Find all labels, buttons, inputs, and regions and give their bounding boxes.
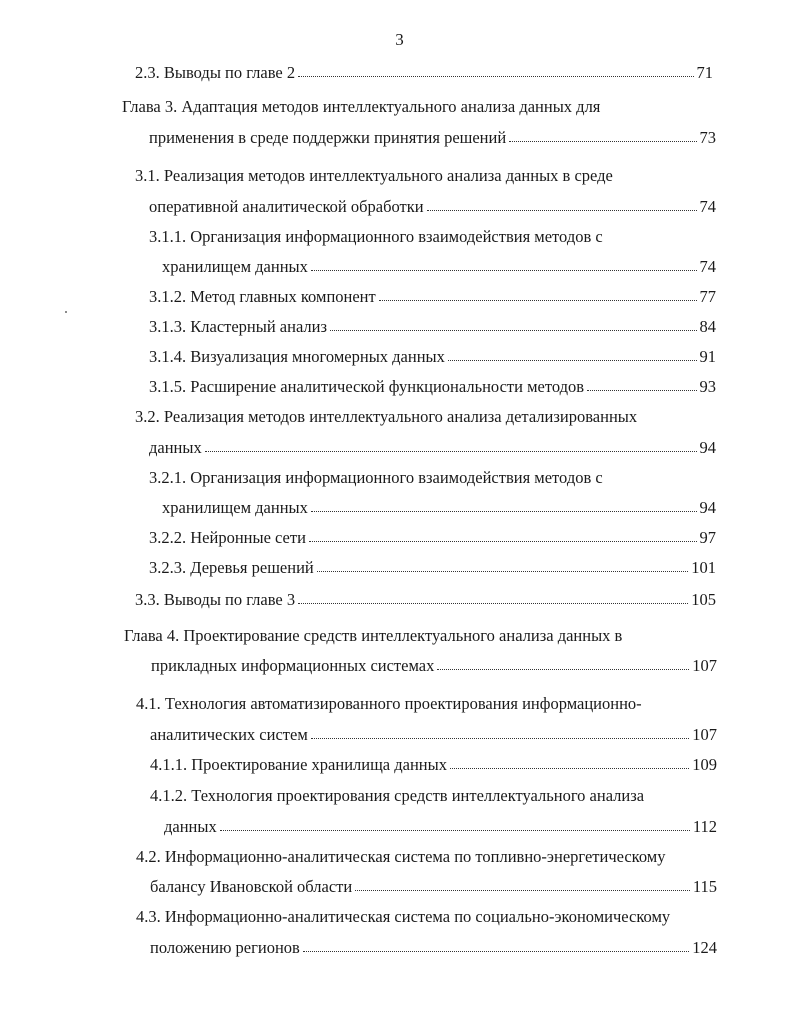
dot-leader xyxy=(309,527,697,542)
dot-leader xyxy=(205,437,697,452)
dot-leader xyxy=(509,127,696,142)
scan-speck xyxy=(65,311,67,313)
toc-entry-title: 4.2. Информационно-аналитическая система по топливно-энергетическому xyxy=(136,847,666,866)
toc-entry-3-2-3 xyxy=(149,558,716,578)
toc-entry-page: 93 xyxy=(699,377,716,396)
toc-entry-title: 3.1. Реализация методов интеллектуального анализа данных в среде xyxy=(135,166,613,185)
toc-entry-4-1-1 xyxy=(150,755,717,775)
toc-entry-title: хранилищем данных xyxy=(162,257,308,276)
toc-entry-title: данных xyxy=(164,817,217,836)
toc-entry-title: 3.2.3. Деревья решений xyxy=(149,558,314,577)
toc-entry-title: 4.1.2. Технология проектирования средств интеллектуального анализа xyxy=(150,786,645,805)
toc-entry-3-2-1-line-1 xyxy=(149,468,603,488)
toc-entry-4-2-line-1 xyxy=(136,847,665,867)
toc-entry-page: 77 xyxy=(699,287,716,306)
dot-leader xyxy=(220,816,690,831)
dot-leader xyxy=(330,316,697,331)
toc-entry-4-1-2-line-1 xyxy=(150,786,644,806)
toc-entry-title: 2.3. Выводы по главе 2 xyxy=(135,63,296,82)
toc-entry-title: оперативной аналитической обработки xyxy=(149,197,424,216)
page-number: 3 xyxy=(395,30,404,49)
toc-entry-title: прикладных информационных системах xyxy=(151,656,435,675)
toc-entry-title: 4.1.1. Проектирование хранилища данных xyxy=(150,755,447,774)
dot-leader xyxy=(298,589,688,604)
toc-entry-title: 4.3. Информационно-аналитическая система по социально-экономическому xyxy=(136,907,671,926)
toc-entry-page: 71 xyxy=(696,63,713,82)
toc-chapter-4-line-1 xyxy=(124,626,622,646)
toc-entry-page: 101 xyxy=(691,558,716,577)
toc-entry-page: 74 xyxy=(699,257,716,276)
toc-chapter-3-line-1 xyxy=(122,97,600,117)
dot-leader xyxy=(311,724,689,739)
dot-leader xyxy=(448,346,697,361)
toc-entry-title: 3.1.4. Визуализация многомерных данных xyxy=(149,347,445,366)
toc-entry-3-1-2 xyxy=(149,287,716,307)
toc-entry-3-1-1-line-2 xyxy=(162,257,716,277)
toc-entry-title: 3.2. Реализация методов интеллектуального анализа детализированных xyxy=(135,407,638,426)
toc-entry-title: 3.2.1. Организация информационного взаимодействия методов с xyxy=(149,468,603,487)
toc-entry-page: 73 xyxy=(699,128,716,147)
toc-entry-page: 84 xyxy=(699,317,716,336)
toc-entry-title: 3.3. Выводы по главе 3 xyxy=(135,590,296,609)
toc-entry-4-1-line-2 xyxy=(150,725,717,745)
dot-leader xyxy=(355,876,690,891)
dot-leader xyxy=(317,557,689,572)
toc-entry-title: данных xyxy=(149,438,202,457)
toc-entry-3-1-line-1 xyxy=(135,166,613,186)
toc-entry-title: Глава 3. Адаптация методов интеллектуального анализа данных для xyxy=(122,97,601,116)
dot-leader xyxy=(427,196,697,211)
toc-entry-3-2-2 xyxy=(149,528,716,548)
toc-chapter-4-line-2 xyxy=(151,656,717,676)
toc-entry-title: 3.1.3. Кластерный анализ xyxy=(149,317,327,336)
toc-entry-page: 107 xyxy=(692,725,717,744)
toc-entry-2-3 xyxy=(135,63,713,83)
toc-entry-title: хранилищем данных xyxy=(162,498,308,517)
toc-entry-page: 91 xyxy=(699,347,716,366)
toc-entry-page: 115 xyxy=(692,877,717,896)
toc-entry-3-1-3 xyxy=(149,317,716,337)
toc-entry-page: 107 xyxy=(692,656,717,675)
toc-entry-title: 3.1.1. Организация информационного взаимодействия методов с xyxy=(149,227,603,246)
toc-entry-title: 4.1. Технология автоматизированного проектирования информационно- xyxy=(136,694,642,713)
dot-leader xyxy=(437,655,689,670)
toc-entry-page: 97 xyxy=(699,528,716,547)
dot-leader xyxy=(450,754,689,769)
dot-leader xyxy=(298,62,693,77)
toc-entry-4-3-line-1 xyxy=(136,907,670,927)
toc-chapter-3-line-2 xyxy=(149,128,716,148)
dot-leader xyxy=(303,937,689,952)
toc-entry-title: 3.1.2. Метод главных компонент xyxy=(149,287,376,306)
toc-entry-title: аналитических систем xyxy=(150,725,308,744)
toc-entry-3-1-1-line-1 xyxy=(149,227,603,247)
toc-entry-4-3-line-2 xyxy=(150,938,717,958)
toc-entry-3-1-4 xyxy=(149,347,716,367)
toc-entry-3-2-line-1 xyxy=(135,407,637,427)
toc-entry-title: применения в среде поддержки принятия решений xyxy=(149,128,507,147)
toc-entry-title: 3.1.5. Расширение аналитической функциональности методов xyxy=(149,377,585,396)
dot-leader xyxy=(379,286,697,301)
dot-leader xyxy=(311,497,697,512)
toc-entry-page: 94 xyxy=(699,498,716,517)
toc-entry-3-3 xyxy=(135,590,716,610)
dot-leader xyxy=(311,256,697,271)
toc-entry-page: 74 xyxy=(699,197,716,216)
toc-entry-title: 3.2.2. Нейронные сети xyxy=(149,528,306,547)
toc-entry-title: балансу Ивановской области xyxy=(150,877,353,896)
toc-entry-3-2-1-line-2 xyxy=(162,498,716,518)
toc-entry-page: 112 xyxy=(692,817,717,836)
toc-entry-3-1-5 xyxy=(149,377,716,397)
toc-entry-4-1-line-1 xyxy=(136,694,642,714)
toc-entry-3-1-line-2 xyxy=(149,197,716,217)
toc-entry-page: 105 xyxy=(691,590,716,609)
toc-entry-3-2-line-2 xyxy=(149,438,716,458)
toc-entry-4-1-2-line-2 xyxy=(164,817,717,837)
toc-entry-page: 94 xyxy=(699,438,716,457)
toc-entry-page: 109 xyxy=(692,755,717,774)
toc-entry-title: Глава 4. Проектирование средств интеллектуального анализа данных в xyxy=(124,626,623,645)
toc-entry-page: 124 xyxy=(692,938,717,957)
toc-entry-title: положению регионов xyxy=(150,938,300,957)
toc-entry-4-2-line-2 xyxy=(150,877,717,897)
dot-leader xyxy=(587,376,696,391)
